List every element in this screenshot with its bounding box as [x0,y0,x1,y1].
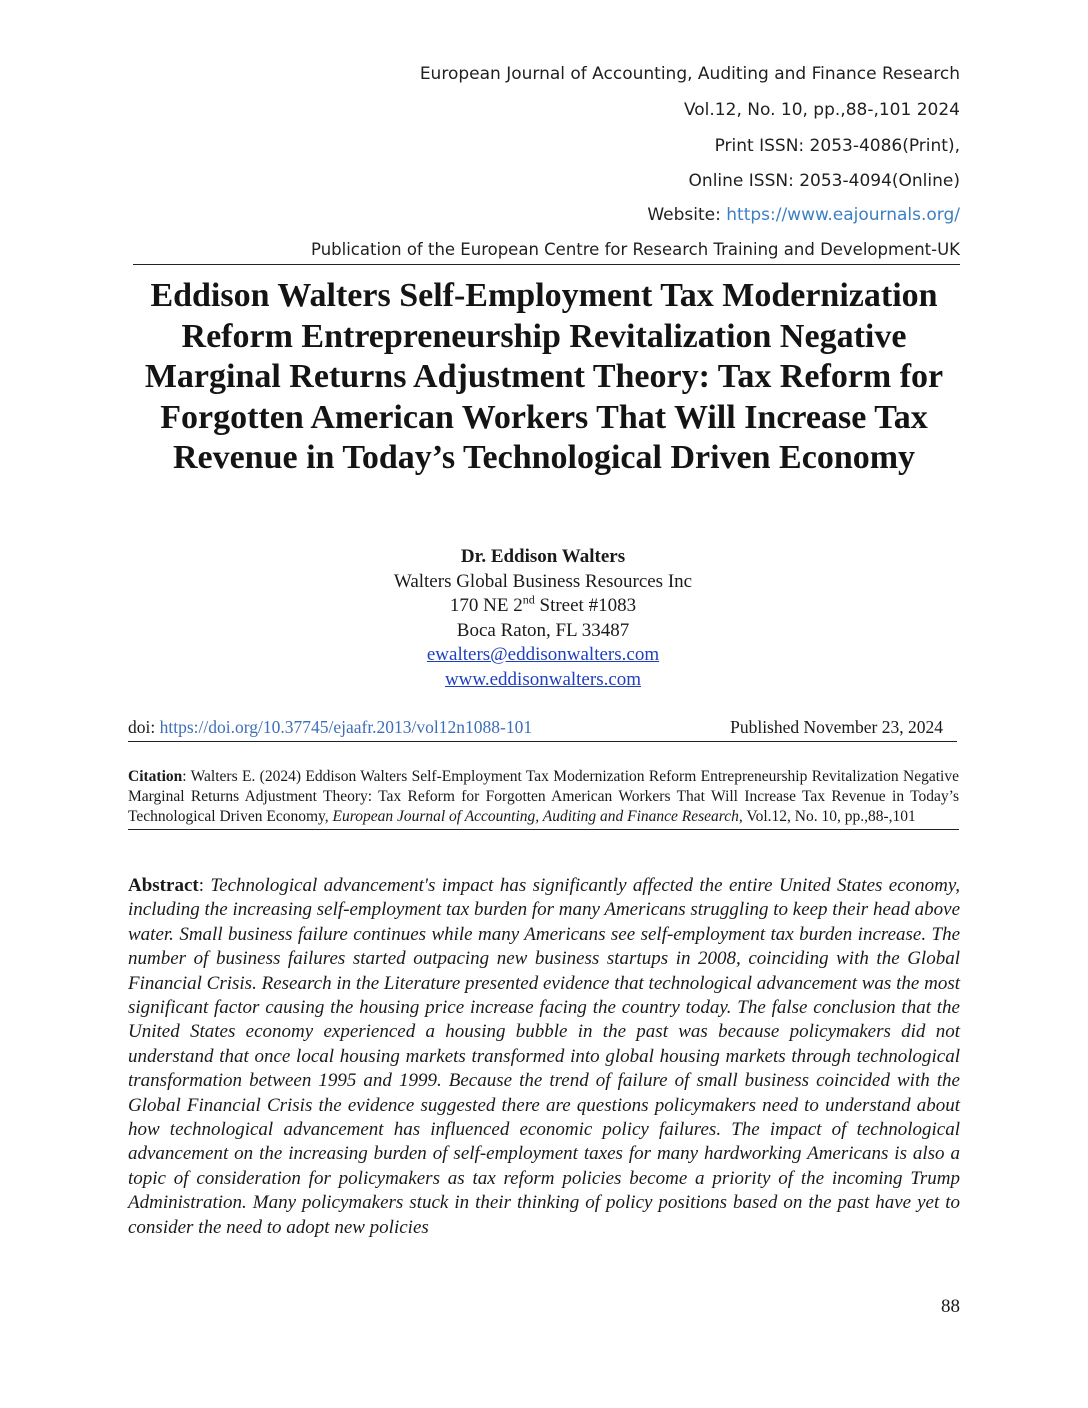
print-issn: Print ISSN: 2053-4086(Print), [714,136,960,156]
author-name: Dr. Eddison Walters [460,546,626,567]
abstract [128,874,960,1240]
page-number: 88 [941,1296,960,1317]
citation-label: Citation [128,768,183,785]
author-website-link[interactable]: www.eddisonwalters.com [444,668,642,690]
author-email-link[interactable]: ewalters@eddisonwalters.com [426,644,660,665]
journal-name: European Journal of Accounting, Auditing and Finance Research [419,64,960,84]
website-line [647,205,960,225]
abstract-label: Abstract [128,875,199,896]
publisher-line: Publication of the European Centre for Research Training and Development-UK [133,240,960,265]
doi-row [128,717,957,742]
author-city: Boca Raton, FL 33487 [456,619,630,641]
volume-info: Vol.12, No. 10, pp.,88-,101 2024 [683,100,960,120]
author-block [240,545,846,692]
street-prefix: 170 NE 2 [449,595,523,616]
citation-journal: European Journal of Accounting, Auditing and Finance Research [332,808,739,825]
abstract-text: Technological advancement's impact has significantly affected the entire United States economy, including the increasing self-employment tax burden for many Americans struggling to keep their head above water. Small business failure continues while many Americans see self-employment tax burden increase. The number of business failures started outpacing new business startups in 2008, coinciding with the Global Financial Crisis. Research in the Literature presented evidence that technological advancement was the most significant factor causing the housing price increase facing the country today. The false conclusion that the United States economy experienced a housing bubble in the past was because policymakers did not understand that once local housing markets transformed into global housing markets through technological transformation between 1995 and 1999. Because the trend of failure of small business coincided with the Global Financial Crisis the evidence suggested there are questions policymakers need to understand about how technological advancement has influenced economic policy failures. The impact of technological advancement on the increasing burden of self-employment taxes for many hardworking Americans is also a topic of consideration for policymakers as tax reform policies become a priority of the incoming Trump Administration. Many policymakers stuck in their thinking of policy positions based on the past have yet to consider the need to adopt new policies [128,875,961,1238]
doi-label: doi: [128,717,160,737]
citation-suffix: , Vol.12, No. 10, pp.,88-,101 [738,808,916,825]
author-street [240,594,846,619]
abstract-separator: : [198,875,211,896]
paper-title: Eddison Walters Self-Employment Tax Modernization Reform Entrepreneurship Revitalization Negative Marginal Returns Adjustment Theory: Tax Reform for Forgotten American Workers That Will Increase Tax Revenue in Today’s Technological Driven Economy [144,277,944,476]
citation-text: : Walters E. (2024) Eddison Walters Self-Employment Tax Modernization Reform Entrepreneurship Revitalization Negative Marginal Returns Adjustment Theory: Tax Reform for Forgotten American Workers That Will Increase Tax Revenue in Today’s Technological Driven Economy, [128,768,959,825]
online-issn: Online ISSN: 2053-4094(Online) [688,171,960,191]
street-sup: nd [522,592,535,607]
website-label: Website: [647,205,727,225]
street-suffix: Street #1083 [534,595,637,616]
citation [128,767,959,830]
doi-link[interactable]: https://doi.org/10.37745/ejaafr.2013/vol12n1088-101 [159,717,533,737]
published-date: Published November 23, 2024 [730,717,943,737]
website-link[interactable]: https://www.eajournals.org/ [726,205,960,225]
author-organization: Walters Global Business Resources Inc [393,570,693,592]
